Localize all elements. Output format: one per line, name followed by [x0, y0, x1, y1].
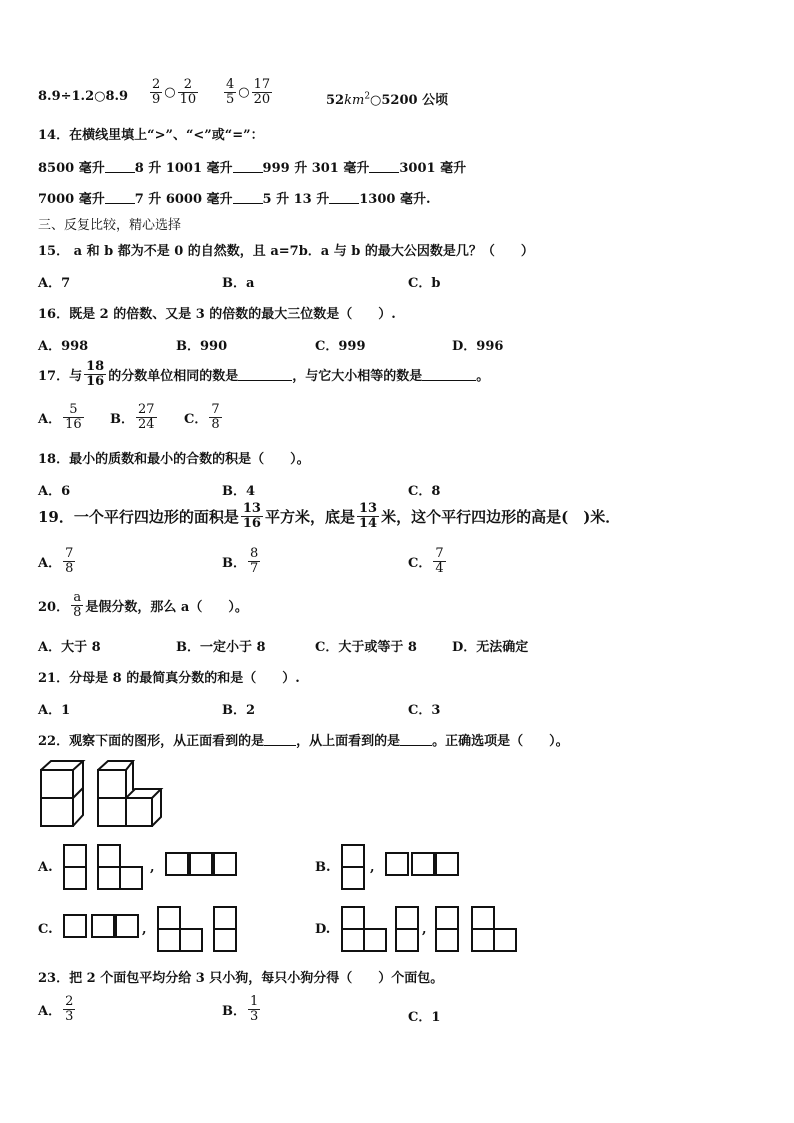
q20-option-c[interactable]: C．大于或等于 8	[315, 640, 417, 655]
fraction: $\frac{1}{3}$	[250, 994, 259, 1024]
q15-option-b[interactable]: B．a	[222, 276, 255, 291]
comma: ,	[150, 860, 155, 875]
q22-option-b-views[interactable]	[340, 843, 465, 891]
answer-blank[interactable]	[233, 191, 263, 204]
q20-option-a[interactable]: A．大于 8	[38, 640, 101, 655]
q14-row-2: 7000 毫升 7 升 6000 毫升 5 升 13 升 1300 毫升.	[38, 192, 431, 207]
answer-blank[interactable]	[105, 191, 135, 204]
fraction: $\frac{27}{24}$	[138, 402, 155, 432]
q20-stem: 20． $\frac{a}{8}$ 是假分数，那么 a（ ）。	[38, 590, 248, 620]
q21-option-b[interactable]: B．2	[222, 703, 256, 718]
q18-option-b[interactable]: B．4	[222, 484, 256, 499]
q22-stem: 22．观察下面的图形，从正面看到的是 ，从上面看到的是 。正确选项是（ ）。	[38, 734, 569, 749]
q14-title: 14．在横线里填上“>”、“<”或“=”：	[38, 128, 264, 143]
q22-option-b-label[interactable]: B.	[315, 860, 331, 875]
q17-stem: 17．与 $\frac{18}{16}$ 的分数单位相同的数是 ，与它大小相等的数是 。	[38, 359, 490, 389]
q13-item-a: 8.9÷1.2○8.9	[38, 89, 129, 104]
compare-circle: ○	[164, 84, 176, 100]
q15-stem: 15． a 和 b 都为不是 0 的自然数，且 a=7b．a 与 b 的最大公因数是几？（ ）	[38, 244, 534, 259]
fraction: $\frac{8}{7}$	[250, 546, 259, 576]
q19-option-c[interactable]: C． $\frac{7}{4}$	[408, 546, 444, 576]
q20-option-b[interactable]: B．一定小于 8	[176, 640, 266, 655]
fraction: $\frac{2}{3}$	[65, 994, 74, 1024]
q16-option-b[interactable]: B．990	[176, 339, 228, 354]
q19-stem: 19．一个平行四边形的面积是 $\frac{13}{16}$ 平方米，底是 $\frac{13}{14}$ 米，这个平行四边形的高是( )米．	[38, 501, 621, 531]
fraction: $\frac{2}{10}$	[179, 77, 197, 107]
fraction: $\frac{7}{8}$	[65, 546, 74, 576]
answer-blank[interactable]	[105, 160, 135, 173]
q23-stem: 23．把 2 个面包平均分给 3 只小狗，每只小狗分得（ ）个面包。	[38, 971, 444, 986]
q22-option-c-views[interactable]	[62, 905, 242, 953]
q15-option-a[interactable]: A．7	[38, 276, 71, 291]
q13-item-b	[148, 78, 200, 106]
q18-stem: 18．最小的质数和最小的合数的积是（ ）。	[38, 452, 310, 467]
q17-option-b[interactable]: B． $\frac{27}{24}$	[110, 402, 155, 432]
q23-option-a[interactable]: A． $\frac{2}{3}$	[38, 994, 74, 1024]
cube-figure-left	[38, 758, 88, 828]
fraction: $\frac{18}{16}$	[86, 359, 105, 389]
q22-option-a-label[interactable]: A.	[38, 860, 53, 875]
q21-option-a[interactable]: A．1	[38, 703, 71, 718]
q20-option-d[interactable]: D．无法确定	[452, 640, 529, 655]
q22-option-c-label[interactable]: C.	[38, 922, 53, 937]
q22-option-a-views[interactable]	[62, 843, 252, 891]
q22-option-d-label[interactable]: D.	[315, 922, 331, 937]
comma: ,	[370, 860, 375, 875]
q19-option-a[interactable]: A． $\frac{7}{8}$	[38, 546, 74, 576]
q18-option-a[interactable]: A．6	[38, 484, 71, 499]
fraction: $\frac{2}{9}$	[152, 77, 161, 107]
q23-option-b[interactable]: B． $\frac{1}{3}$	[222, 994, 259, 1024]
q14-row-1: 8500 毫升 8 升 1001 毫升 999 升 301 毫升 3001 毫升	[38, 161, 467, 176]
answer-blank[interactable]	[329, 191, 359, 204]
comma: ,	[422, 922, 427, 937]
q23-option-c[interactable]: C．1	[408, 1010, 441, 1025]
q22-option-d-views[interactable]	[340, 905, 525, 953]
answer-blank[interactable]	[238, 368, 292, 381]
cube-figure-right	[95, 758, 165, 828]
answer-blank[interactable]	[264, 733, 296, 746]
q13-item-c	[222, 78, 274, 106]
compare-circle: ○	[238, 84, 250, 100]
fraction: $\frac{a}{8}$	[73, 590, 82, 620]
q21-stem: 21．分母是 8 的最简真分数的和是（ ）.	[38, 671, 300, 686]
answer-blank[interactable]	[422, 368, 476, 381]
fraction: $\frac{7}{8}$	[211, 402, 220, 432]
q16-stem: 16．既是 2 的倍数、又是 3 的倍数的最大三位数是（ ）.	[38, 307, 396, 322]
q16-option-d[interactable]: D．996	[452, 339, 504, 354]
fraction: $\frac{13}{14}$	[359, 501, 378, 531]
q15-option-c[interactable]: C．b	[408, 276, 441, 291]
q19-option-b[interactable]: B． $\frac{8}{7}$	[222, 546, 259, 576]
fraction: $\frac{4}{5}$	[226, 77, 235, 107]
q17-option-c[interactable]: C． $\frac{7}{8}$	[184, 402, 220, 432]
q16-option-a[interactable]: A．998	[38, 339, 89, 354]
fraction: $\frac{7}{4}$	[435, 546, 444, 576]
comma: ,	[142, 922, 147, 937]
answer-blank[interactable]	[400, 733, 432, 746]
fraction: $\frac{13}{16}$	[242, 501, 261, 531]
fraction: $\frac{5}{16}$	[65, 402, 82, 432]
answer-blank[interactable]	[233, 160, 263, 173]
q13-item-d: $52km^2○5200$ 公顷	[326, 91, 449, 108]
q21-option-c[interactable]: C．3	[408, 703, 441, 718]
q16-option-c[interactable]: C．999	[315, 339, 366, 354]
fraction: $\frac{17}{20}$	[253, 77, 271, 107]
answer-blank[interactable]	[369, 160, 399, 173]
q18-option-c[interactable]: C．8	[408, 484, 441, 499]
section-heading: 三、反复比较，精心选择	[38, 218, 182, 233]
q17-option-a[interactable]: A． $\frac{5}{16}$	[38, 402, 82, 432]
